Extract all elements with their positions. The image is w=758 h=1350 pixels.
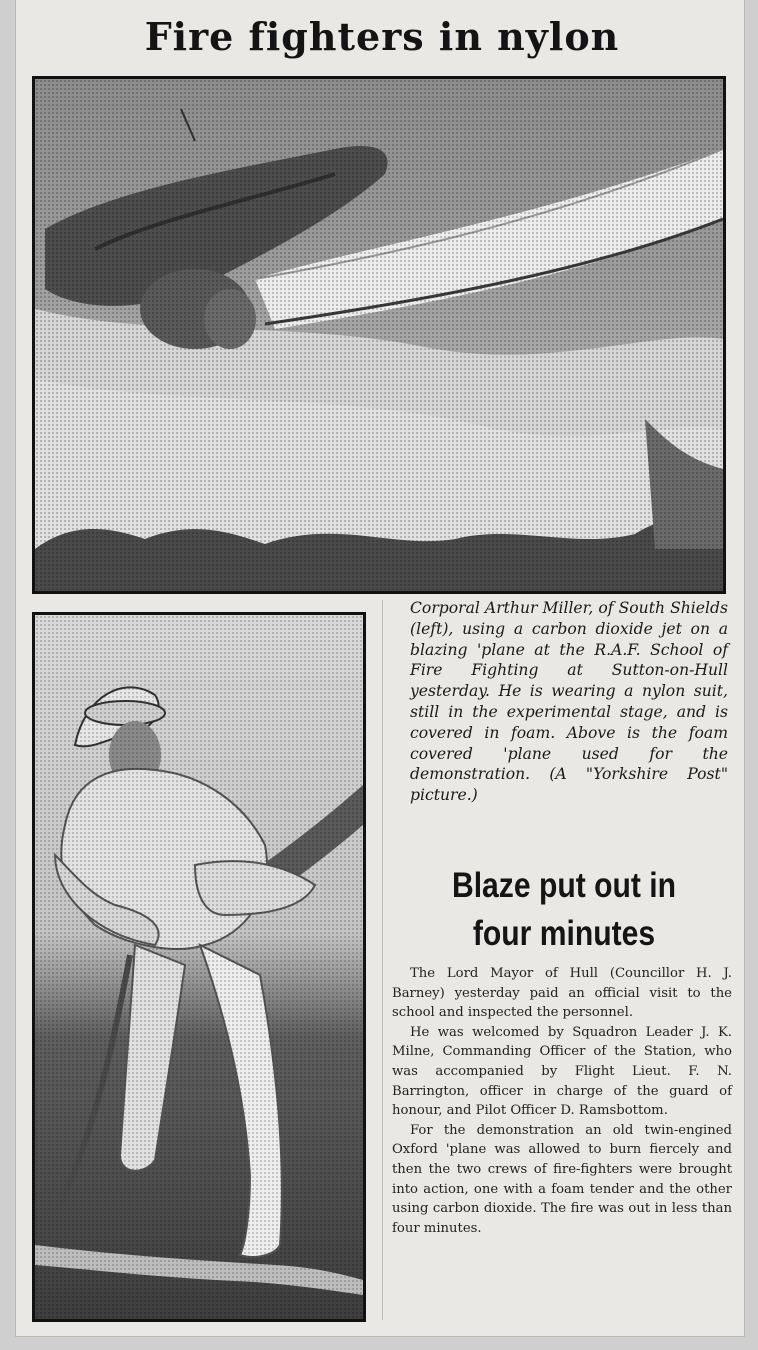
plane-photo [32,76,726,594]
paragraph: For the demonstration an old twin-engined Oxford 'plane was allowed to burn fiercely and then the two crews of fire-fighters were brought into action, one with a foam tender and the other using carbon dioxide. The fire was out in less than four minutes. [392,1122,732,1236]
photo-caption: Corporal Arthur Miller, of South Shields (left), using a carbon dioxide jet on a blazing 'plane at the R.A.F. School of Fire Fighting at Sutton-on-Hull yesterday. He is wearing a nylon suit, still in the experimental stage, and is covered in foam. Above is the foam covered 'plane used for the demonstration. (A "Yorkshire Post" picture.) [410,599,728,805]
column-rule [382,600,383,1320]
subheadline-line-2: four minutes [472,914,656,953]
subheadline [423,862,705,958]
paragraph: The Lord Mayor of Hull (Councillor H. J. Barney) yesterday paid an official visit to the school and inspected the personnel. [392,966,732,1021]
headline: Fire fighters in nylon [144,14,620,59]
foam-covered-plane-image [35,79,723,591]
article-body [392,964,732,1238]
firefighter-in-nylon-suit-image [35,615,363,1319]
paragraph: He was welcomed by Squadron Leader J. K. Milne, Commanding Officer of the Station, who was accompanied by Flight Lieut. F. N. Barrington, officer in charge of the guard of honour, and Pilot Officer D. Ramsbottom. [392,1024,732,1119]
firefighter-photo [32,612,366,1322]
subheadline-line-1: Blaze put out in [451,866,677,905]
